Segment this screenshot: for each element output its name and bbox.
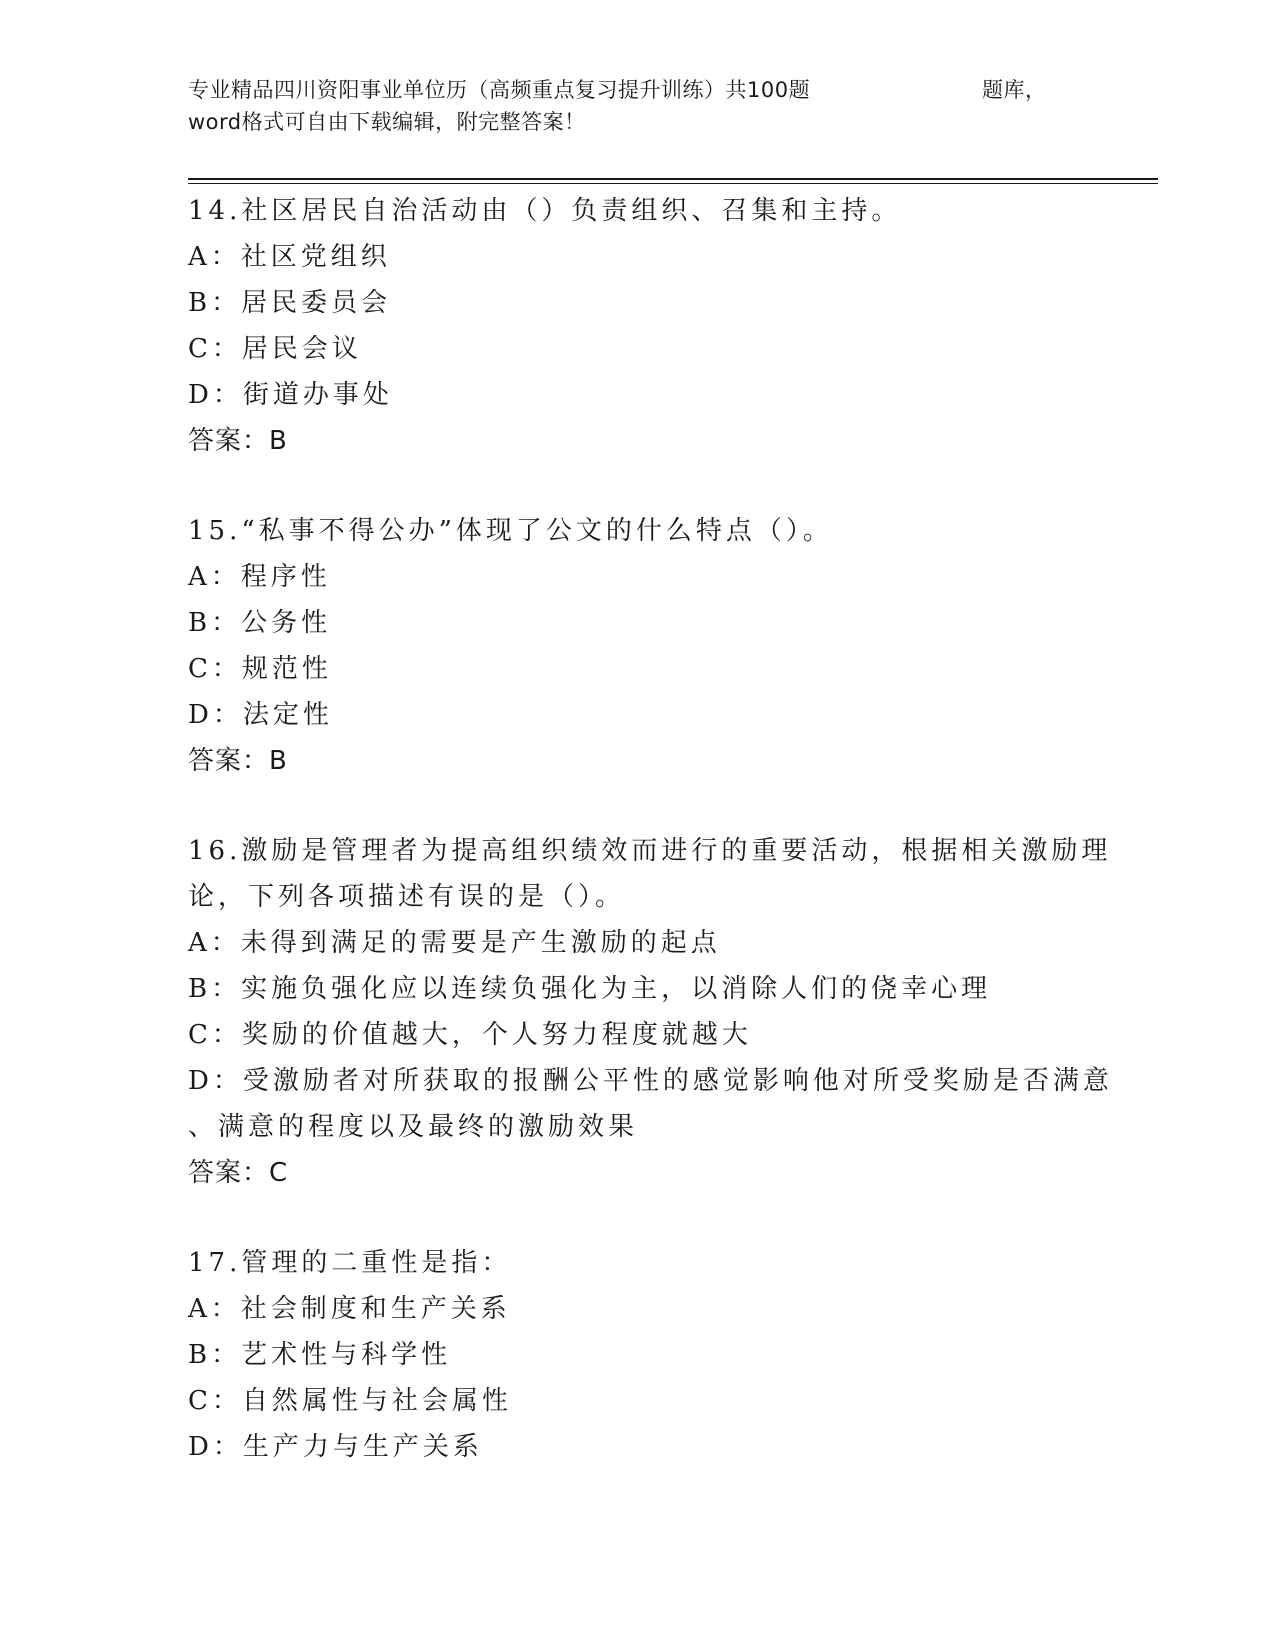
document-header — [188, 74, 1068, 138]
answer: 答案：B — [188, 746, 288, 776]
question-stem: 16.激励是管理者为提高组织绩效而进行的重要活动，根据相关激励理 — [188, 836, 1112, 866]
option-d: D：法定性 — [188, 700, 333, 730]
option-b: B：实施负强化应以连续负强化为主，以消除人们的侥幸心理 — [188, 974, 992, 1004]
option-b: B：艺术性与科学性 — [188, 1340, 452, 1370]
question-stem: 17.管理的二重性是指： — [188, 1248, 512, 1278]
question-stem-continued: 论，下列各项描述有误的是（）。 — [188, 882, 626, 912]
header-line-2: word格式可自由下载编辑，附完整答案！ — [188, 110, 586, 134]
option-b: B：居民委员会 — [188, 288, 392, 318]
question-stem: 14.社区居民自治活动由（）负责组织、召集和主持。 — [188, 196, 902, 226]
header-title-suffix: 题库， — [982, 78, 1047, 102]
option-d: D：街道办事处 — [188, 380, 393, 410]
option-d-continued: 、满意的程度以及最终的激励效果 — [188, 1112, 639, 1142]
question-17 — [188, 1240, 1088, 1470]
option-a: A：未得到满足的需要是产生激励的起点 — [188, 928, 721, 958]
answer: 答案：B — [188, 426, 288, 456]
option-c: C：自然属性与社会属性 — [188, 1386, 512, 1416]
question-list — [188, 188, 1113, 1514]
option-c: C：奖励的价值越大，个人努力程度就越大 — [188, 1020, 752, 1050]
header-line-1 — [188, 74, 1068, 106]
option-d: D：生产力与生产关系 — [188, 1432, 483, 1462]
question-15 — [188, 508, 1088, 784]
option-c: C：居民会议 — [188, 334, 362, 364]
header-divider-thick — [188, 178, 1158, 180]
option-b: B：公务性 — [188, 608, 332, 638]
option-a: A：社会制度和生产关系 — [188, 1294, 511, 1324]
question-14 — [188, 188, 1088, 464]
option-a: A：社区党组织 — [188, 242, 391, 272]
option-d: D：受激励者对所获取的报酬公平性的感觉影响他对所受奖励是否满意 — [188, 1066, 1113, 1096]
question-stem: 15.“私事不得公办”体现了公文的什么特点（）。 — [188, 516, 833, 546]
option-c: C：规范性 — [188, 654, 332, 684]
option-a: A：程序性 — [188, 562, 331, 592]
answer: 答案：C — [188, 1158, 289, 1188]
header-divider-thin — [188, 183, 1158, 184]
question-16 — [188, 828, 1113, 1196]
header-title: 专业精品四川资阳事业单位历（高频重点复习提升训练）共100题 — [188, 78, 811, 102]
